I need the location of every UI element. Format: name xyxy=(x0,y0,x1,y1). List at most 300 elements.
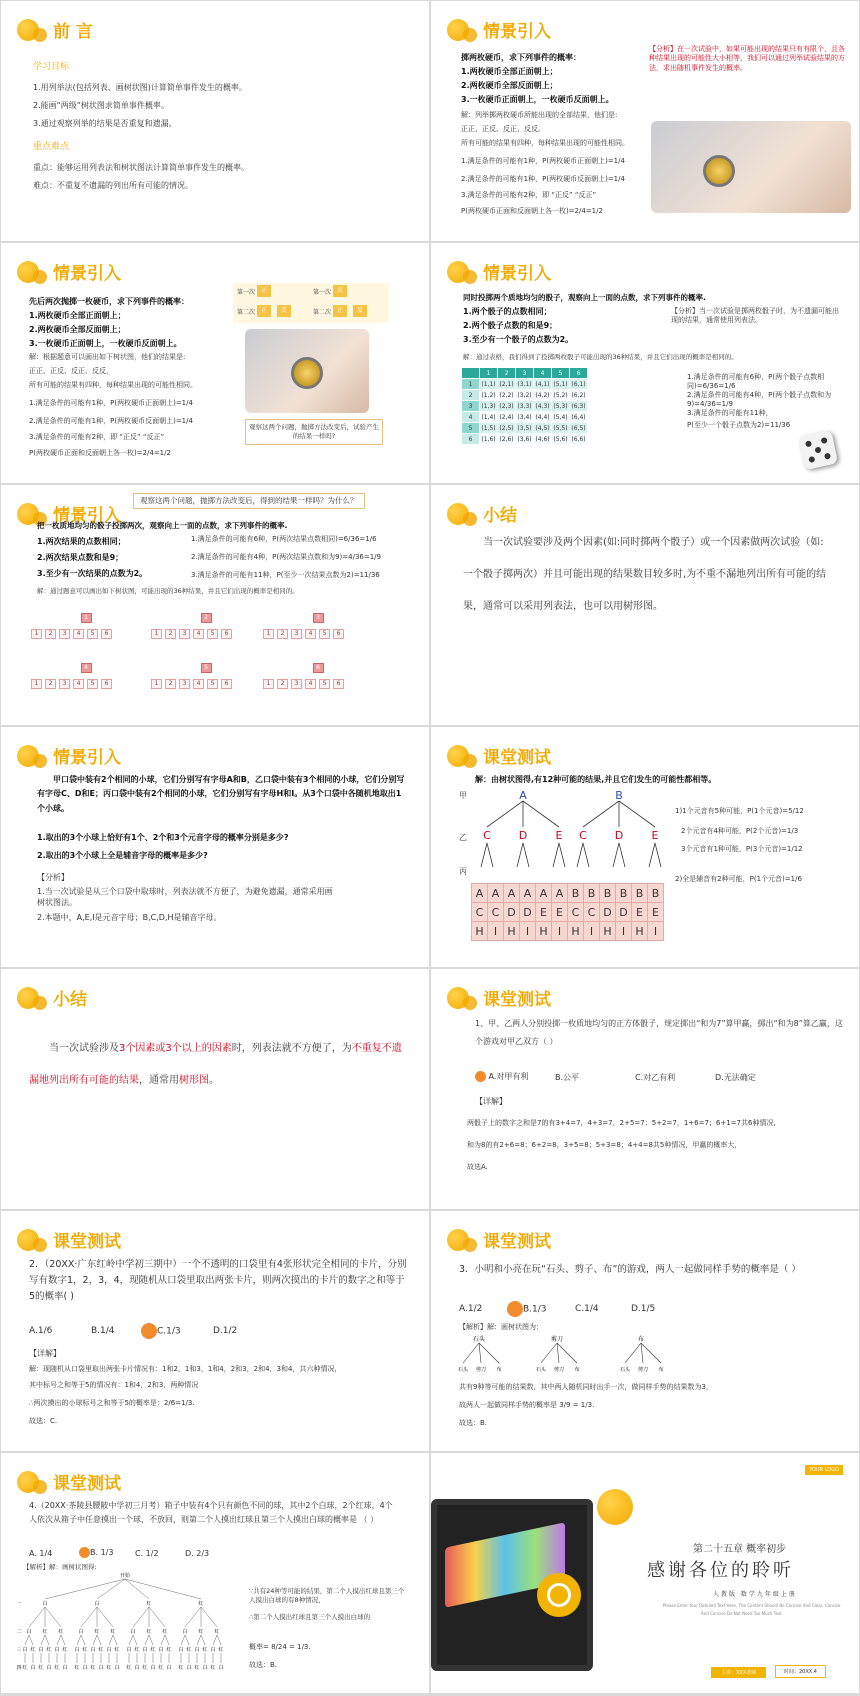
slide-preface[interactable] xyxy=(1,1,429,241)
solution: 解：通过题意可以画出如下树状图，可能出现的36种结果，并且它们出现的概率是相同的。 xyxy=(37,587,299,595)
tree-leaf: 6 xyxy=(333,629,344,639)
dice-header-cell: 6 xyxy=(570,368,588,379)
outcome-cell: A xyxy=(536,884,552,903)
slide-header xyxy=(447,985,551,1010)
tree-leaf: 1 xyxy=(151,629,162,639)
result-2: 2.满足条件的可能有1种，P(两枚硬币反面朝上)=1/4 xyxy=(29,417,193,425)
tree-leaf: 4 xyxy=(193,679,204,689)
key-point: 重点：能够运用列表法和树状图法计算简单事件发生的概率。 xyxy=(33,163,249,172)
tree-root: 6 xyxy=(313,663,324,673)
question: 甲口袋中装有2个相同的小球，它们分别写有字母A和B，乙口袋中装有3个相同的小球，它们分别写有字母C、D和E；丙口袋中装有2个相同的小球，它们分别写有字母H和I。从3个口袋中各随机地取出1个小球。 xyxy=(37,775,405,813)
solution-2: 正正、正反、反正、反反。 xyxy=(461,125,545,133)
item-3: 3.至少有一次结果的点数为2。 xyxy=(37,569,148,578)
explain-4: 故选：C. xyxy=(29,1417,58,1425)
item-2: 2.两枚硬币全部反面朝上； xyxy=(29,325,126,334)
tree-node: 红 xyxy=(98,1647,104,1653)
second-label: 第二次 xyxy=(237,309,256,316)
tree-leaf: 2 xyxy=(165,679,176,689)
tree-node: 红 xyxy=(82,1647,88,1653)
option-c[interactable]: C.对乙有利 xyxy=(635,1073,676,1082)
node-B: B xyxy=(615,789,623,802)
outcome-cell: H xyxy=(568,922,584,941)
dice-cell: (4,5) xyxy=(535,424,550,432)
slide-test-2[interactable] xyxy=(1,1211,429,1451)
summary-highlight-2: 不重复不遗漏地列出所有可能的结果 xyxy=(29,1043,402,1086)
rps-tree xyxy=(451,1333,691,1377)
dice-cell: (2,3) xyxy=(499,402,514,410)
tree-leaf: 6 xyxy=(221,679,232,689)
tree-node: 红 xyxy=(62,1647,68,1653)
dice-tree xyxy=(263,663,373,689)
dice-cell: (2,4) xyxy=(499,413,514,421)
dice-cell: (4,1) xyxy=(535,380,550,388)
outcome-cell: I xyxy=(520,922,536,941)
outcome-cell: D xyxy=(600,903,616,922)
item-3: 3.一枚硬币正面朝上，一枚硬币反面朝上。 xyxy=(461,95,614,104)
item-2: 2.两枚硬币全部反面朝上； xyxy=(461,81,558,90)
tree-root: 2 xyxy=(201,613,212,623)
question: 4.（20XX·茶陵县腰陂中学初三月考）箱子中装有4个只有颜色不同的球，其中2个白球，2个红球，4个人依次从箱子中任意摸出一个球，不放回，则第二个人摸出红球且第三个人摸出白球的概率是 （ ） xyxy=(29,1501,393,1524)
tree-node: 红 xyxy=(22,1665,28,1671)
letter-tree xyxy=(471,787,671,887)
tree-node: 白 xyxy=(178,1647,184,1653)
option-c-label: C.1/3 xyxy=(157,1326,181,1337)
node-E2: E xyxy=(651,829,659,842)
option-b[interactable] xyxy=(507,1301,547,1317)
coin-photo xyxy=(651,121,851,213)
option-b-label: B.1/3 xyxy=(523,1304,547,1315)
dice-cell: (4,4) xyxy=(535,413,550,421)
outcome-cell: C xyxy=(488,903,504,922)
dice-header-cell: 2 xyxy=(498,368,516,379)
tree-leaf: 5 xyxy=(87,629,98,639)
leaf: 布 xyxy=(496,1367,502,1373)
outcome-cell: I xyxy=(616,922,632,941)
explain-3: 故选A. xyxy=(467,1163,488,1171)
option-a[interactable] xyxy=(475,1071,528,1083)
tree-node: 红 xyxy=(42,1629,48,1635)
item-2: 2.两次结果点数和是9； xyxy=(37,553,124,562)
key-heading: 重点难点 xyxy=(33,142,70,152)
tree-leaf: 5 xyxy=(319,629,330,639)
summary-part-1: 当一次试验涉及 xyxy=(49,1043,119,1054)
question: 把一枚质地均匀的骰子投掷两次，观察向上一面的点数，求下列事件的概率. xyxy=(37,521,288,530)
selected-mark-icon xyxy=(475,1071,486,1082)
slide-intro-dice[interactable] xyxy=(431,243,859,483)
option-d[interactable]: D.1/2 xyxy=(213,1326,238,1336)
slide-test-tree[interactable] xyxy=(431,727,859,967)
leaf: 石头 xyxy=(457,1367,469,1373)
tree-node: 白 xyxy=(142,1647,148,1653)
dice-tree xyxy=(151,613,261,639)
outcome-cell: I xyxy=(488,922,504,941)
label-yi: 乙 xyxy=(459,833,467,842)
tree-leaf: 3 xyxy=(59,679,70,689)
outcome-cell: A xyxy=(472,884,488,903)
tree-node: 红 xyxy=(146,1629,152,1635)
tree-node: 红 xyxy=(142,1665,148,1671)
dice-header-cell: 4 xyxy=(534,368,552,379)
second-fan-1: 反 xyxy=(277,305,291,317)
explain-1: 两骰子上的数字之和是7的有3+4=7，4+3=7，2+5=7；5+2=7，1+6=7；6+1=7共6种情况, xyxy=(467,1119,776,1127)
slide-test-1[interactable] xyxy=(431,969,859,1209)
result-3: 3.满足条件的可能有2种，即 “正反” “反正” xyxy=(461,191,597,199)
outcome-cell: A xyxy=(488,884,504,903)
slide-title: 课堂测试 xyxy=(483,748,551,768)
tree-node: 白 xyxy=(30,1665,36,1671)
tree-node: 白 xyxy=(82,1665,88,1671)
english-line-1: Please Enter Your Detailed Text Here, The Content Should Be Concise And Clear, Concise xyxy=(663,1603,841,1608)
option-b[interactable]: B.1/4 xyxy=(91,1326,115,1336)
result-3: 3.满足条件的可能有11种， xyxy=(687,409,773,417)
tree-node: 红 xyxy=(134,1647,140,1653)
option-b[interactable]: B.公平 xyxy=(555,1073,580,1082)
tree-node: 红 xyxy=(126,1665,132,1671)
outcome-cell: H xyxy=(600,922,616,941)
tree-leaf: 1 xyxy=(151,679,162,689)
solution-3: 所有可能的结果有四种，每种结果出现的可能性相同。 xyxy=(29,381,197,389)
slide-title: 情景引入 xyxy=(53,748,121,768)
outcome-cell: C xyxy=(584,903,600,922)
outcome-cell: I xyxy=(648,922,664,941)
tree-leaf: 3 xyxy=(291,629,302,639)
date: 时间：20XX.4 xyxy=(775,1665,826,1678)
tree-node: 白 xyxy=(158,1647,164,1653)
tree-node: 红 xyxy=(158,1665,164,1671)
tree-node: 白 xyxy=(106,1647,112,1653)
analysis-2: 2.本题中，A,E,I是元音字母；B,C,D,H是辅音字母。 xyxy=(37,913,222,922)
decor-circle xyxy=(597,1489,633,1525)
option-b[interactable] xyxy=(79,1547,113,1559)
slide-title: 情景引入 xyxy=(53,506,121,526)
dice-cell: (3,2) xyxy=(517,391,532,399)
second-zheng-1: 正 xyxy=(257,305,271,317)
outcome-cell: H xyxy=(472,922,488,941)
dice-cell: (1,1) xyxy=(481,380,496,388)
result-1: 1.满足条件的可能有6种，P(两个骰子点数相同)=6/36=1/6 xyxy=(687,373,825,391)
tree-leaf: 6 xyxy=(221,629,232,639)
slide-intro-dice-twice[interactable] xyxy=(1,485,429,725)
result-1: 1.满足条件的可能有1种，P(两枚硬币正面朝上)=1/4 xyxy=(461,157,625,165)
dice-cell: (4,3) xyxy=(535,402,550,410)
letter-outcome-table xyxy=(471,883,664,941)
tree-leaf: 5 xyxy=(319,679,330,689)
leaf: 剪刀 xyxy=(637,1367,649,1373)
explain-1: ∵共有24种等可能的结果，第二个人摸出红球且第三个人摸出白球的有8种情况， xyxy=(249,1587,405,1604)
chat-bubble-icon xyxy=(537,1573,581,1617)
explain-2: 其中标号之和等于5的情况有：1和4，2和3，两种情况 xyxy=(29,1381,199,1389)
tree-node: 白 xyxy=(182,1629,188,1635)
tree-leaf: 5 xyxy=(207,629,218,639)
item-1: 1.两次结果的点数相同； xyxy=(37,537,126,546)
slide-header xyxy=(17,743,121,768)
question: 同时投掷两个质地均匀的骰子，观察向上一面的点数，求下列事件的概率. xyxy=(463,293,706,302)
tree-leaf: 6 xyxy=(333,679,344,689)
outcome-cell: H xyxy=(632,922,648,941)
slide-title: 课堂测试 xyxy=(53,1474,121,1494)
dice-cell: (2,2) xyxy=(499,391,514,399)
dice-cell: (2,1) xyxy=(499,380,514,388)
slide-header xyxy=(17,1469,121,1494)
dice-row-header: 3 xyxy=(462,401,480,412)
tree-node: 白 xyxy=(62,1665,68,1671)
rps-paper: 布 xyxy=(637,1336,645,1343)
tree-leaf: 1 xyxy=(263,629,274,639)
tree-node: 白 xyxy=(90,1647,96,1653)
tree-node: 红 xyxy=(114,1647,120,1653)
analysis-head: 【分析】 xyxy=(37,873,69,882)
tree-node: 红 xyxy=(38,1665,44,1671)
tree-node: 一 xyxy=(16,1601,22,1607)
slide-intro-coin-twice[interactable] xyxy=(1,243,429,483)
question-1: 1.取出的3个小球上恰好有1个、2个和3个元音字母的概率分别是多少? xyxy=(37,833,289,842)
tree-node: 白 xyxy=(38,1647,44,1653)
tree-leaf: 4 xyxy=(305,629,316,639)
result-4: 2)全是辅音有2种可能，P(1个元音)=1/6 xyxy=(675,875,802,883)
explain-3: 概率= 8/24 = 1/3. xyxy=(249,1643,311,1651)
laptop-photo xyxy=(431,1499,593,1671)
outcome-cell: H xyxy=(504,922,520,941)
tree-node: 开始 xyxy=(119,1573,131,1579)
dice-cell: (5,4) xyxy=(553,413,568,421)
slide-header xyxy=(17,1227,121,1252)
tree-node: 红 xyxy=(58,1629,64,1635)
leaf: 石头 xyxy=(535,1367,547,1373)
slide-intro-coins[interactable] xyxy=(431,1,859,241)
tree-node: 红 xyxy=(214,1629,220,1635)
slide-test-3[interactable] xyxy=(431,1211,859,1451)
logo-tag: YOUR LOGO xyxy=(805,1465,843,1475)
tree-root: 4 xyxy=(81,663,92,673)
ball-tree-svg xyxy=(15,1571,235,1681)
dice-tree xyxy=(31,663,141,689)
dice-row-header: 6 xyxy=(462,434,480,445)
tree-node: 红 xyxy=(186,1647,192,1653)
solution: 解：通过表格，我们得到了投掷两枚骰子可能出现的36种结果，并且它们出现的概率是相同的。 xyxy=(463,353,738,361)
option-d[interactable]: D.1/5 xyxy=(631,1304,656,1314)
dice-cell: (3,1) xyxy=(517,380,532,388)
slide-test-4[interactable] xyxy=(1,1453,429,1693)
tree-node: 红 xyxy=(46,1647,52,1653)
tree-leaf: 1 xyxy=(31,629,42,639)
tree-node: 白 xyxy=(22,1647,28,1653)
tree-node: 红 xyxy=(194,1665,200,1671)
slide-title: 课堂测试 xyxy=(483,990,551,1010)
tree-node: 白 xyxy=(54,1647,60,1653)
item-3: 3.一枚硬币正面朝上，一枚硬币反面朝上。 xyxy=(29,339,182,348)
option-a[interactable]: A. 1/4 xyxy=(29,1549,53,1558)
dice-header-cell xyxy=(462,368,480,379)
slide-title: 前 言 xyxy=(53,22,93,42)
dice-cell: (6,6) xyxy=(571,435,586,443)
outcome-cell: H xyxy=(536,922,552,941)
tree-node: 白 xyxy=(186,1665,192,1671)
tree-node: 白 xyxy=(94,1601,100,1607)
dice-icon xyxy=(798,430,838,470)
tree-node: 红 xyxy=(54,1665,60,1671)
slide-thanks[interactable] xyxy=(431,1453,859,1693)
dice-tree xyxy=(31,613,141,639)
dice-cell: (6,3) xyxy=(571,402,586,410)
analysis: 【分析】当一次试验是掷两枚骰子时，为不遗漏可能出现的结果，通常使用列表法。 xyxy=(671,307,839,325)
tree-node: 白 xyxy=(78,1629,84,1635)
dice-cell: (3,6) xyxy=(517,435,532,443)
tree-node: 红 xyxy=(198,1629,204,1635)
explain-2: 故两人一起做同样手势的概率是 3/9 = 1/3. xyxy=(459,1401,595,1409)
question: 2．（20XX·广东红岭中学初三期中）一个不透明的口袋里有4张形状完全相同的卡片，分别写有数字1，2，3，4，现随机从口袋里取出两张卡片，则两次摸出的卡片的数字之和等于5的概率( ) xyxy=(29,1259,407,1303)
option-d[interactable]: D. 2/3 xyxy=(185,1549,210,1558)
tree-node: 红 xyxy=(218,1647,224,1653)
dice-row-header: 2 xyxy=(462,390,480,401)
option-c[interactable]: C.1/4 xyxy=(575,1304,599,1314)
tree-leaf: 6 xyxy=(101,629,112,639)
node-D1: D xyxy=(518,829,528,842)
slide-title: 小结 xyxy=(53,990,87,1010)
option-c[interactable] xyxy=(141,1323,181,1339)
slide-title: 情景引入 xyxy=(483,264,551,284)
dice-cell: (4,2) xyxy=(535,391,550,399)
dice-cell: (5,3) xyxy=(553,402,568,410)
dice-tree xyxy=(151,663,261,689)
result-1: 1.满足条件的可能有6种，P(两次结果点数相同)=6/36=1/6 xyxy=(191,535,377,543)
outcome-cell: A xyxy=(520,884,536,903)
tree-node: 白 xyxy=(26,1629,32,1635)
rps-rock: 石头 xyxy=(472,1336,486,1343)
tree-node: 红 xyxy=(198,1601,204,1607)
tree-leaf: 3 xyxy=(291,679,302,689)
tree-leaf: 3 xyxy=(179,679,190,689)
tree-node: 白 xyxy=(42,1601,48,1607)
rps-scissors: 剪刀 xyxy=(550,1336,564,1343)
outcome-cell: I xyxy=(584,922,600,941)
slide-intro-bags[interactable] xyxy=(1,727,429,967)
option-b-label: B. 1/3 xyxy=(90,1548,114,1557)
tree-node: 白 xyxy=(210,1647,216,1653)
tree-node: 红 xyxy=(146,1601,152,1607)
dice-cell: (4,6) xyxy=(535,435,550,443)
leaf: 剪刀 xyxy=(553,1367,565,1373)
dice-header-cell: 1 xyxy=(480,368,498,379)
option-d[interactable]: D.无法确定 xyxy=(715,1073,756,1082)
tree-node: 白 xyxy=(202,1665,208,1671)
selected-mark-icon xyxy=(507,1301,523,1317)
result-2: 2个元音有4种可能，P(2个元音)=1/3 xyxy=(681,827,799,835)
leaf: 布 xyxy=(574,1367,580,1373)
tree-leaf: 4 xyxy=(73,629,84,639)
question: 先后两次抛掷一枚硬币，求下列事件的概率： xyxy=(29,297,189,306)
leaf: 石头 xyxy=(619,1367,631,1373)
dice-cell: (2,5) xyxy=(499,424,514,432)
slide-header xyxy=(17,985,87,1010)
slide-header xyxy=(447,1227,551,1252)
outcome-cell: D xyxy=(504,903,520,922)
dice-cell: (5,5) xyxy=(553,424,568,432)
solution-3: 所有可能的结果有四种，每种结果出现的可能性相同。 xyxy=(461,139,629,147)
dice-row-header: 4 xyxy=(462,412,480,423)
tree-leaf: 2 xyxy=(165,629,176,639)
question: 掷两枚硬币，求下列事件的概率： xyxy=(461,53,581,62)
coin-tree-diagram xyxy=(233,283,389,323)
node-C1: C xyxy=(483,829,491,842)
tree-node: 红 xyxy=(90,1665,96,1671)
slide-summary-2[interactable] xyxy=(1,969,429,1209)
option-a[interactable]: A.1/2 xyxy=(459,1304,483,1314)
slide-header xyxy=(447,17,551,42)
tree-node: 白 xyxy=(126,1647,132,1653)
result-2: 2.满足条件的可能有1种，P(两枚硬币反面朝上)=1/4 xyxy=(461,175,625,183)
result-3: 3.满足条件的可能有11种，P(至少一次结果点数为2)=11/36 xyxy=(191,571,380,579)
tree-leaf: 4 xyxy=(193,629,204,639)
outcome-cell: B xyxy=(584,884,600,903)
slide-header xyxy=(17,17,93,42)
slide-title: 情景引入 xyxy=(483,22,551,42)
tree-node: 白 xyxy=(74,1647,80,1653)
node-D2: D xyxy=(614,829,624,842)
dice-cell: (5,6) xyxy=(553,435,568,443)
tree-leaf: 2 xyxy=(277,629,288,639)
slide-header xyxy=(447,501,517,526)
option-c[interactable]: C. 1/2 xyxy=(135,1549,159,1558)
outcome-cell: C xyxy=(568,903,584,922)
observe-note: 观察这两个问题，抛掷方法改变后，得到的结果一样吗？为什么？ xyxy=(133,493,365,509)
result-3: 3个元音有1种可能，P(3个元音)=1/12 xyxy=(681,845,803,853)
slide-title: 情景引入 xyxy=(53,264,121,284)
result-4: P(两枚硬币正面和反面朝上各一枚)=2/4=1/2 xyxy=(461,207,603,215)
dice-cell: (6,2) xyxy=(571,391,586,399)
summary-part-7: 。 xyxy=(209,1075,219,1086)
dice-cell: (3,3) xyxy=(517,402,532,410)
summary-part-5: ，通常用 xyxy=(139,1075,179,1086)
summary-highlight-3: 树形图 xyxy=(179,1075,209,1086)
tree-node: 白 xyxy=(114,1665,120,1671)
explain-2: ∴第二个人摸出红球且第三个人摸出白球的 xyxy=(249,1613,371,1621)
coin-photo xyxy=(245,329,369,413)
result-4: P(两枚硬币正面和反面朝上各一枚)=2/4=1/2 xyxy=(29,449,171,457)
explain-0: 【解析】解：画树状图为： xyxy=(459,1323,543,1331)
explain-0: 【解析】解：画树状图得: xyxy=(23,1563,97,1571)
slide-title: 课堂测试 xyxy=(483,1232,551,1252)
result-1: 1.满足条件的可能有1种，P(两枚硬币正面朝上)=1/4 xyxy=(29,399,193,407)
tree-leaf: 2 xyxy=(45,679,56,689)
outcome-cell: A xyxy=(552,884,568,903)
tree-leaf: 4 xyxy=(73,679,84,689)
outcome-cell: B xyxy=(600,884,616,903)
tree-node: 红 xyxy=(202,1647,208,1653)
tree-node: 白 xyxy=(150,1665,156,1671)
tree-leaf: 5 xyxy=(207,679,218,689)
first-label-2: 第一次 xyxy=(313,289,332,296)
goal-heading: 学习目标 xyxy=(33,62,70,72)
explain-2: 和为8的有2+6=8；6+2=8，3+5=8；5+3=8；4+4=8共5种情况，甲赢的概率大， xyxy=(467,1141,742,1149)
tree-node: 三 xyxy=(16,1647,22,1653)
slide-summary-1[interactable] xyxy=(431,485,859,725)
tree-node: 二 xyxy=(16,1629,22,1635)
dice-cell: (5,1) xyxy=(553,380,568,388)
label-bing: 丙 xyxy=(459,867,467,876)
tree-node: 四 xyxy=(16,1665,22,1671)
tree-leaf: 3 xyxy=(59,629,70,639)
goal-3: 3.通过观察列举的结果是否重复和遗漏。 xyxy=(33,119,177,128)
second-fan-2: 反 xyxy=(353,305,367,317)
outcome-cell: E xyxy=(552,903,568,922)
dice-cell: (1,5) xyxy=(481,424,496,432)
option-a[interactable]: A.1/6 xyxy=(29,1326,53,1336)
first-fan: 反 xyxy=(333,285,347,297)
dice-cell: (5,2) xyxy=(553,391,568,399)
tree-node: 白 xyxy=(130,1629,136,1635)
option-a-label: A.对甲有利 xyxy=(488,1072,529,1081)
slide-title: 小结 xyxy=(483,506,517,526)
